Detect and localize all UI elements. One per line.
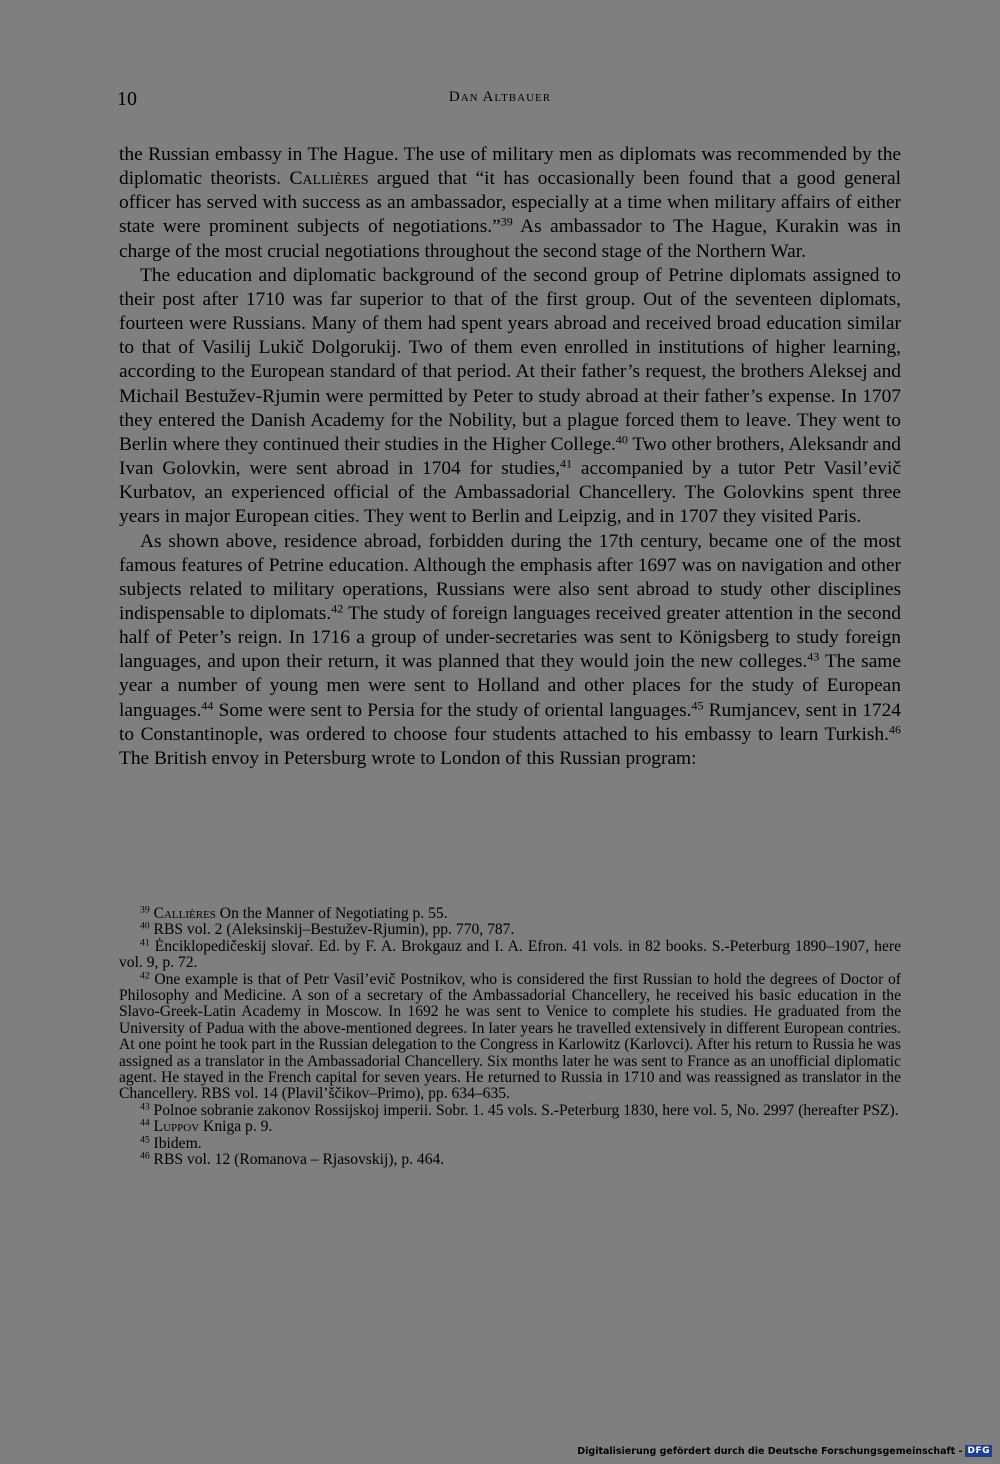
footnote-number: 45 <box>140 1134 150 1146</box>
text-run: As ambassador to The Hague, Kurakin was in charge of the most crucial negotiations throughout the second stage of the Northern War. <box>119 216 901 262</box>
paragraph-3 <box>119 530 901 772</box>
footnote-text: Ibidem. <box>149 1134 202 1152</box>
author-name: Callières <box>289 168 369 190</box>
footnote-40 <box>119 922 901 938</box>
text-run: Some were sent to Persia for the study of oriental languages. <box>213 699 692 721</box>
paragraph-2 <box>119 264 901 530</box>
footnote-46 <box>119 1152 901 1168</box>
text-run: Two other brothers, Aleksandr and Ivan Golovkin, were sent abroad in 1704 for studies, <box>119 433 901 480</box>
text-run: The study of foreign languages received greater attention in the second half of Peter’s reign. In 1716 a group of under-secretaries was sent to Königsberg to study foreign languages, and upon their return, it was planned that they would join the new colleges. <box>119 602 901 673</box>
text-run: accompanied by a tutor Petr Vasil’evič Kurbatov, an experienced official of the Ambassadorial Chancellery. The Golovkins spent three years in major European cities. They went to Berlin and Leipzig, and in 1707 they visited Paris. <box>119 458 901 528</box>
footnote-number: 39 <box>140 904 150 916</box>
paragraph-1 <box>119 143 901 264</box>
footnote-45 <box>119 1136 901 1152</box>
text-run: As shown above, residence abroad, forbidden during the 17th century, became one of the most famous features of Petrine education. Although the emphasis after 1697 was on navigation and other subjects related to military operations, Russians were also sent abroad to study other disciplines indispensable to diplomats. <box>119 530 901 624</box>
footnote-text: RBS vol. 12 (Romanova – Rjasovskij), p. 464. <box>149 1151 445 1169</box>
footnote-ref[interactable]: 45 <box>691 697 704 712</box>
footnote-ref[interactable]: 44 <box>201 697 214 712</box>
footnote-number: 44 <box>140 1117 150 1129</box>
footnote-43 <box>119 1103 901 1119</box>
footnote-ref[interactable]: 40 <box>615 432 628 447</box>
text-run: The British envoy in Petersburg wrote to London of this Russian program: <box>119 747 697 769</box>
text-run: the Russian embassy in The Hague. The use of military men as diplomats was recommended by the diplomatic theorists. <box>119 144 901 190</box>
footnote-text: RBS vol. 2 (Aleksinskij–Bestužev-Rjumin), pp. 770, 787. <box>149 921 515 939</box>
footnote-ref[interactable]: 46 <box>888 722 901 737</box>
text-run: The same year a number of young men were sent to Holland and other places for the study of European languages. <box>119 651 901 721</box>
footer-text: Digitalisierung gefördert durch die Deutsche Forschungsgemeinschaft - <box>577 1445 963 1457</box>
footnote-ref[interactable]: 42 <box>331 601 344 616</box>
footnote-text: On the Manner of Negotiating p. 55. <box>215 905 448 922</box>
footnotes <box>119 906 901 1169</box>
page-number: 10 <box>117 88 137 110</box>
running-head: Dan Altbauer <box>448 89 552 105</box>
footnote-text: Kniga p. 9. <box>199 1118 273 1136</box>
footnote-number: 42 <box>140 970 150 982</box>
footnote-39 <box>119 906 901 922</box>
dfg-logo[interactable]: DFG <box>967 1446 990 1456</box>
footnote-number: 46 <box>140 1150 150 1162</box>
author-name: Luppov <box>153 1118 200 1136</box>
digitization-footer <box>577 1443 992 1459</box>
text-run: The education and diplomatic background of the second group of Petrine diplomats assigned to their post after 1710 was far superior to that of the first group. Out of the seventeen diplomats, fourteen were Russians. Many of them had spent years abroad and received broad education similar to that of Vasilij Lukič Dolgorukij. Two of them even enrolled in institutions of higher learning, according to the European standard of that period. At their father’s request, the brothers Aleksej and Michail Bestužev-Rjumin were permitted by Peter to study abroad at their father’s expense. In 1707 they entered the Danish Academy for the Nobility, but a plague forced them to leave. They went to Berlin where they continued their studies in the Higher College. <box>119 264 901 455</box>
footnote-text: One example is that of Petr Vasil’evič Postnikov, who is considered the first Russian to hold the degrees of Doctor of Philosophy and Medicine. A son of a secretary of the Ambassadorial Chancellery, he received his basic education in the Slavo-Greek-Latin Academy in Moscow. In 1692 he was sent to Venice to complete his studies. He graduated from the University of Padua with the above-mentioned degrees. In later years he travelled extensively in different European contries. At one point he took part in the Russian delegation to the Congress in Karlowitz (Karlovci). After his return to Russia he was assigned as a translator in the Ambassadorial Chancellery. Six months later he was sent to France as an unofficial diplomatic agent. He stayed in the French capital for seven years. He returned to Russia in 1710 and was reassigned as translator in the Chancellery. RBS vol. 14 (Plavil’ščikov–Primo), pp. 634–635. <box>119 970 901 1103</box>
footnote-number: 43 <box>140 1101 150 1113</box>
footnote-ref[interactable]: 43 <box>807 649 820 664</box>
footnote-41 <box>119 939 901 972</box>
footnote-ref[interactable]: 39 <box>500 214 513 229</box>
footnote-42 <box>119 972 901 1103</box>
footnote-ref[interactable]: 41 <box>559 456 572 471</box>
footnote-44 <box>119 1119 901 1135</box>
author-name: Callières <box>153 905 216 922</box>
footnote-number: 41 <box>140 937 150 949</box>
footnote-number: 40 <box>140 921 150 933</box>
text-run: Rumjancev, sent in 1724 to Constantinople, was ordered to choose four students attached to his embassy to learn Turkish. <box>119 699 901 745</box>
footnote-text: Ėnciklopedičeskij slovaŕ. Ed. by F. A. Brokgauz and I. A. Efron. 41 vols. in 82 books. S.-Peterburg 1890–1907, here vol. 9, p. 72. <box>119 937 901 972</box>
text-run: argued that “it has occasionally been found that a good general officer has served with success as an ambassador, especially at a time when military affairs of either state were prominent subjects of negotiations.” <box>119 168 901 238</box>
footnote-text: Polnoe sobranie zakonov Rossijskoj imperii. Sobr. 1. 45 vols. S.-Peterburg 1830, here vol. 5, No. 2997 (hereafter PSZ). <box>149 1101 899 1119</box>
body-text <box>119 143 901 771</box>
